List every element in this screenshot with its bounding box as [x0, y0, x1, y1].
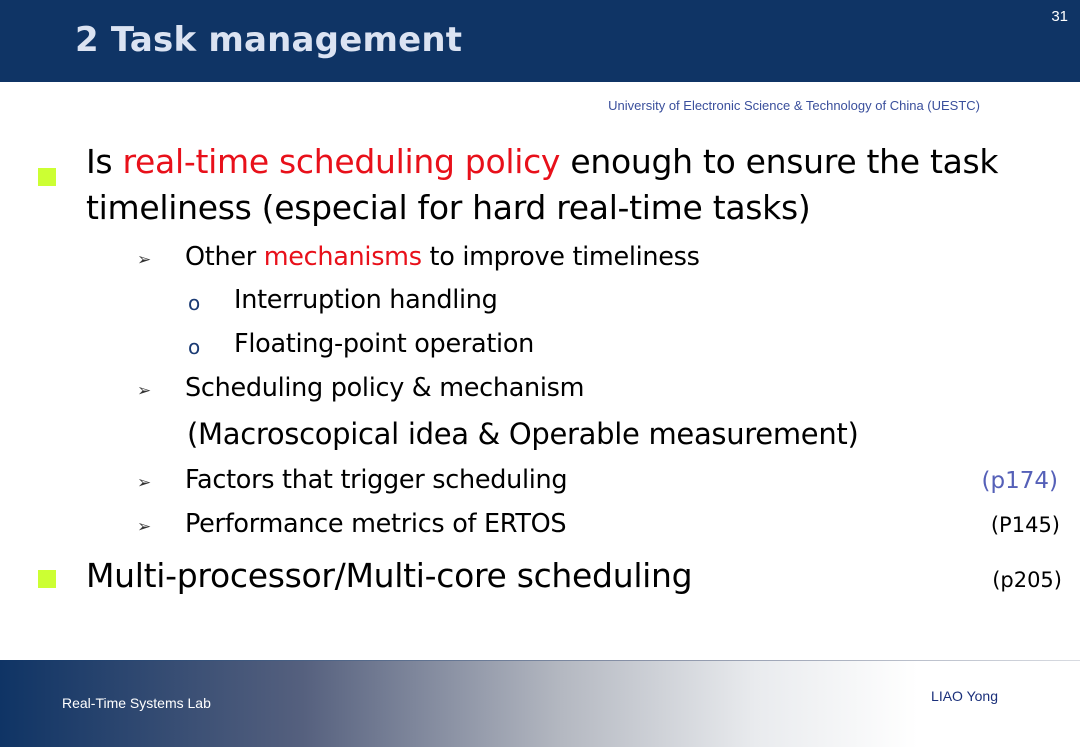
slide-title: 2 Task management: [75, 20, 463, 60]
item1-highlight: real-time scheduling policy: [122, 142, 561, 181]
affiliation: University of Electronic Science & Technology of China (UESTC): [608, 98, 980, 113]
arrow-bullet-icon: ➢: [137, 250, 152, 270]
square-bullet-icon: [38, 570, 56, 588]
sub-item-factors: Factors that trigger scheduling: [185, 465, 568, 495]
sub-item-performance: Performance metrics of ERTOS: [185, 509, 567, 539]
bullet-item-1-line1: [86, 142, 998, 181]
page-reference-p145: (P145): [990, 513, 1060, 537]
sub1-text-b: to improve timeliness: [421, 242, 700, 272]
bullet-item-2: Multi-processor/Multi-core scheduling: [86, 556, 693, 595]
sub-sub-item-1: Interruption handling: [234, 285, 498, 315]
sub-sub-item-2: Floating-point operation: [234, 329, 534, 359]
sub-item-mechanisms: [185, 242, 700, 272]
item1-text-a: Is: [86, 142, 123, 181]
arrow-bullet-icon: ➢: [137, 517, 152, 537]
arrow-bullet-icon: ➢: [137, 473, 152, 493]
title-bar: [0, 0, 1080, 82]
page-number: 31: [1051, 8, 1068, 25]
square-bullet-icon: [38, 168, 56, 186]
sub-item-scheduling-policy-line2: (Macroscopical idea & Operable measurement): [187, 417, 859, 451]
sub1-highlight: mechanisms: [263, 242, 422, 272]
page-reference-p205: (p205): [992, 568, 1062, 592]
author-name: LIAO Yong: [931, 688, 998, 704]
item1-text-b: enough to ensure the task: [560, 142, 999, 181]
sub-item-scheduling-policy: Scheduling policy & mechanism: [185, 373, 585, 403]
circle-bullet-icon: o: [188, 291, 201, 315]
lab-name: Real-Time Systems Lab: [62, 695, 211, 711]
bullet-item-1-line2: timeliness (especial for hard real-time tasks): [86, 188, 811, 227]
page-reference-p174: (p174): [981, 468, 1058, 494]
arrow-bullet-icon: ➢: [137, 381, 152, 401]
circle-bullet-icon: o: [188, 335, 201, 359]
sub1-text-a: Other: [185, 242, 264, 272]
